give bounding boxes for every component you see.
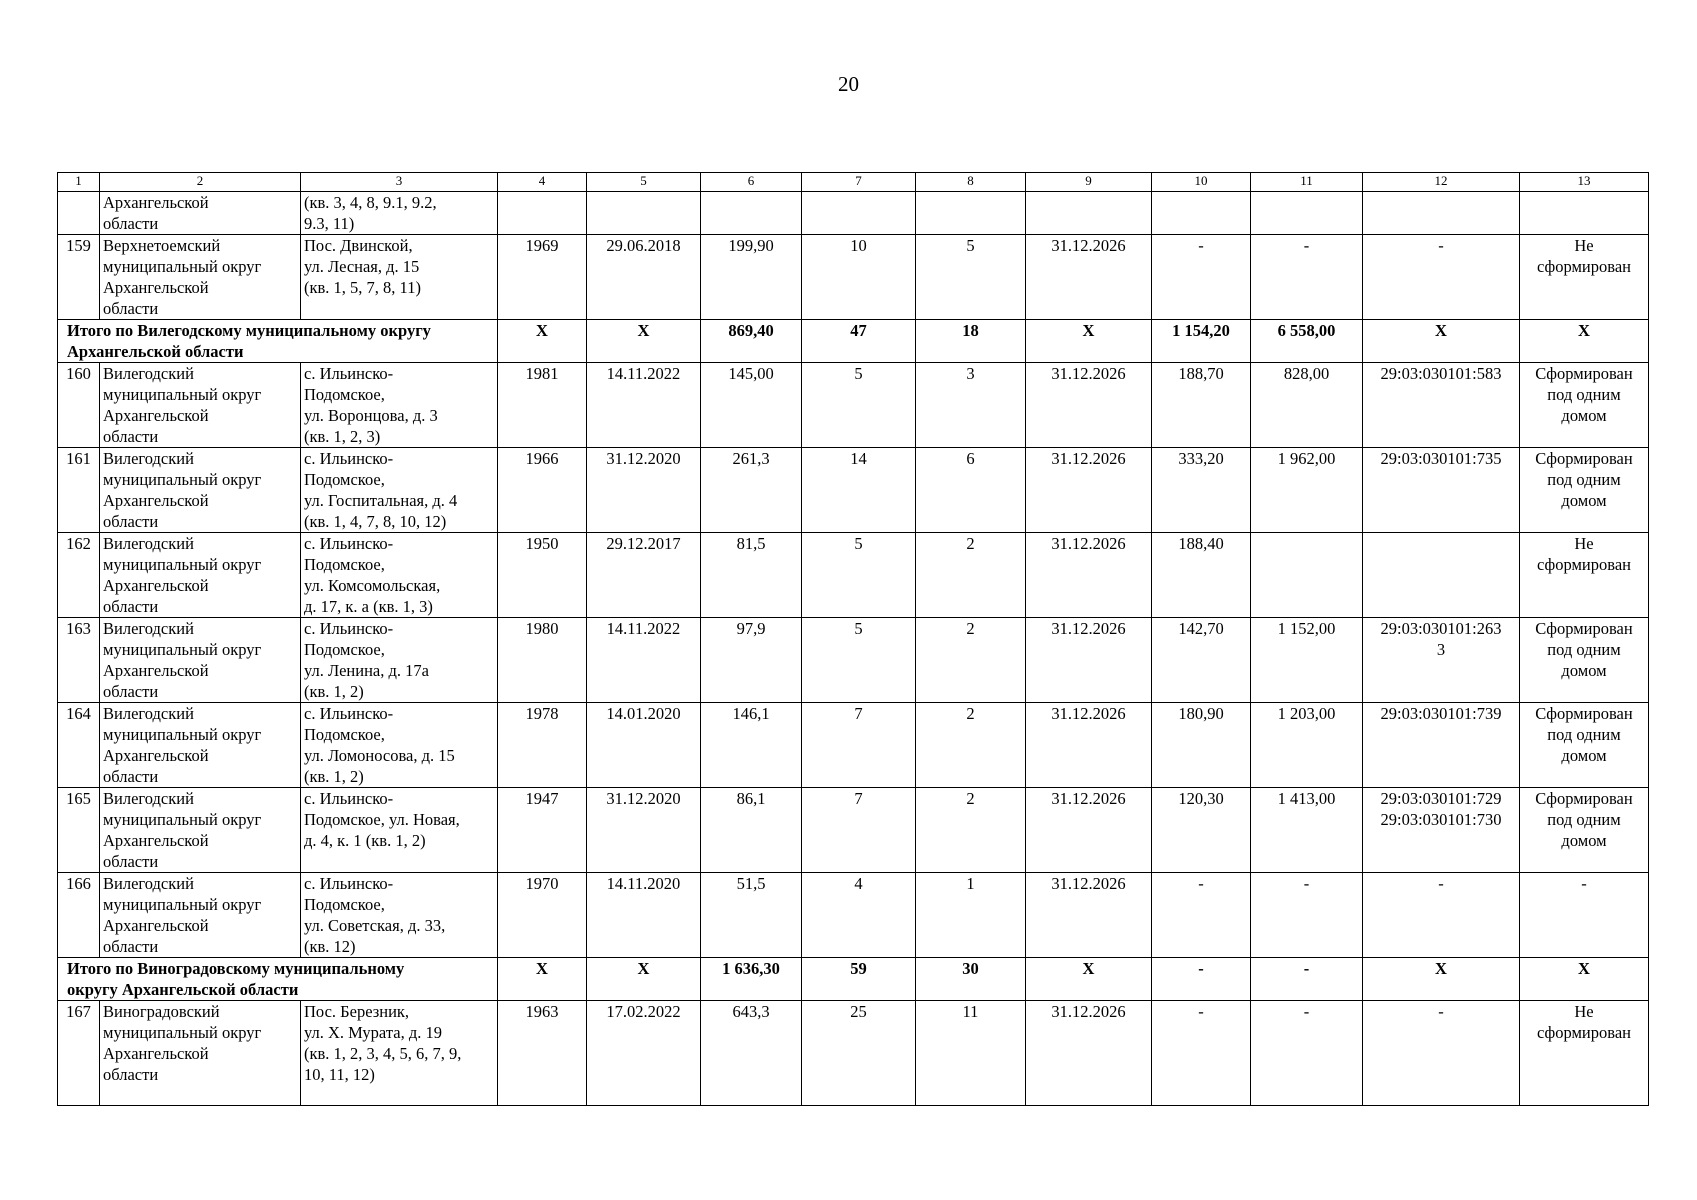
table-cell: -: [1363, 1001, 1520, 1106]
table-cell: 1969: [498, 235, 587, 320]
table-cell: 333,20: [1152, 448, 1251, 533]
table-cell: [498, 192, 587, 235]
table-cell: 1 152,00: [1251, 618, 1363, 703]
table-cell: 31.12.2026: [1026, 618, 1152, 703]
address-cell: (кв. 3, 4, 8, 9.1, 9.2, 9.3, 11): [301, 192, 498, 235]
table-cell: 120,30: [1152, 788, 1251, 873]
table-cell: 188,40: [1152, 533, 1251, 618]
municipality-cell: Вилегодский муниципальный округ Архангельской области: [100, 788, 301, 873]
table-cell: 14.11.2022: [587, 363, 701, 448]
subtotal-row: [58, 958, 1649, 1001]
table-row: [58, 533, 1649, 618]
table-cell: 51,5: [701, 873, 802, 958]
address-cell: с. Ильинско- Подомское, ул. Ленина, д. 17а (кв. 1, 2): [301, 618, 498, 703]
table-cell: 199,90: [701, 235, 802, 320]
row-number: 160: [58, 363, 100, 448]
table-cell: Не сформирован: [1520, 235, 1649, 320]
address-cell: с. Ильинско- Подомское, ул. Госпитальная, д. 4 (кв. 1, 4, 7, 8, 10, 12): [301, 448, 498, 533]
table-cell: 31.12.2026: [1026, 788, 1152, 873]
table-cell: 7: [802, 788, 916, 873]
table-cell: 31.12.2026: [1026, 533, 1152, 618]
table-cell: 3: [916, 363, 1026, 448]
table-cell: -: [1251, 873, 1363, 958]
table-cell: 1966: [498, 448, 587, 533]
column-number-cell: 13: [1520, 173, 1649, 192]
table-cell: -: [1152, 235, 1251, 320]
table-cell: 81,5: [701, 533, 802, 618]
table-cell: -: [1152, 958, 1251, 1001]
table-cell: 1980: [498, 618, 587, 703]
table-cell: 29:03:030101:735: [1363, 448, 1520, 533]
address-cell: с. Ильинско- Подомское, ул. Воронцова, д. 3 (кв. 1, 2, 3): [301, 363, 498, 448]
column-number-cell: 10: [1152, 173, 1251, 192]
table-cell: 869,40: [701, 320, 802, 363]
table-cell: 29:03:030101:729 29:03:030101:730: [1363, 788, 1520, 873]
table-row: [58, 363, 1649, 448]
municipality-cell: Вилегодский муниципальный округ Архангельской области: [100, 618, 301, 703]
table-cell: 5: [802, 618, 916, 703]
column-number-cell: 11: [1251, 173, 1363, 192]
table-cell: -: [1251, 235, 1363, 320]
table-cell: 1963: [498, 1001, 587, 1106]
table-cell: 146,1: [701, 703, 802, 788]
table-cell: 828,00: [1251, 363, 1363, 448]
column-number-cell: 4: [498, 173, 587, 192]
table-cell: 31.12.2020: [587, 448, 701, 533]
municipality-cell: Вилегодский муниципальный округ Архангельской области: [100, 873, 301, 958]
table-cell: [916, 192, 1026, 235]
table-cell: Х: [498, 958, 587, 1001]
municipality-cell: Архангельской области: [100, 192, 301, 235]
address-cell: с. Ильинско- Подомское, ул. Ломоносова, д. 15 (кв. 1, 2): [301, 703, 498, 788]
table-cell: 180,90: [1152, 703, 1251, 788]
table-cell: Сформирован под одним домом: [1520, 703, 1649, 788]
table-cell: 29:03:030101:263 3: [1363, 618, 1520, 703]
table-cell: 1947: [498, 788, 587, 873]
table-cell: 2: [916, 618, 1026, 703]
table-cell: 142,70: [1152, 618, 1251, 703]
table-cell: 5: [802, 363, 916, 448]
table-cell: Сформирован под одним домом: [1520, 363, 1649, 448]
column-number-cell: 12: [1363, 173, 1520, 192]
table-cell: 1 962,00: [1251, 448, 1363, 533]
row-number: 165: [58, 788, 100, 873]
table-cell: 17.02.2022: [587, 1001, 701, 1106]
address-cell: Пос. Березник, ул. Х. Мурата, д. 19 (кв. 1, 2, 3, 4, 5, 6, 7, 9, 10, 11, 12): [301, 1001, 498, 1106]
table-cell: 261,3: [701, 448, 802, 533]
table-cell: 29:03:030101:739: [1363, 703, 1520, 788]
row-number: 167: [58, 1001, 100, 1106]
table-cell: Х: [1026, 958, 1152, 1001]
row-number: 161: [58, 448, 100, 533]
address-cell: с. Ильинско- Подомское, ул. Новая, д. 4, к. 1 (кв. 1, 2): [301, 788, 498, 873]
table-cell: 31.12.2026: [1026, 448, 1152, 533]
table-cell: 18: [916, 320, 1026, 363]
table-cell: 31.12.2020: [587, 788, 701, 873]
column-number-cell: 6: [701, 173, 802, 192]
table-cell: 14.11.2022: [587, 618, 701, 703]
table-cell: 14.11.2020: [587, 873, 701, 958]
column-number-cell: 3: [301, 173, 498, 192]
column-number-cell: 7: [802, 173, 916, 192]
table-body: [58, 173, 1649, 1106]
row-number: 159: [58, 235, 100, 320]
subtotal-label: Итого по Вилегодскому муниципальному округу Архангельской области: [58, 320, 498, 363]
table-row: [58, 703, 1649, 788]
table-cell: 14.01.2020: [587, 703, 701, 788]
table-cell: [1152, 192, 1251, 235]
table-cell: -: [1363, 235, 1520, 320]
table-cell: Х: [587, 320, 701, 363]
table-cell: 25: [802, 1001, 916, 1106]
table-cell: -: [1251, 958, 1363, 1001]
page-number: 20: [838, 72, 859, 96]
table-cell: [1026, 192, 1152, 235]
table-cell: 1 154,20: [1152, 320, 1251, 363]
municipality-cell: Верхнетоемский муниципальный округ Архангельской области: [100, 235, 301, 320]
table-cell: Не сформирован: [1520, 533, 1649, 618]
table-row: [58, 788, 1649, 873]
table-row: [58, 1001, 1649, 1106]
table-cell: 31.12.2026: [1026, 1001, 1152, 1106]
table-cell: Х: [1363, 958, 1520, 1001]
table-row: [58, 873, 1649, 958]
table-cell: 29:03:030101:583: [1363, 363, 1520, 448]
table-cell: [802, 192, 916, 235]
table-cell: Х: [1363, 320, 1520, 363]
subtotal-row: [58, 320, 1649, 363]
table-cell: 1 413,00: [1251, 788, 1363, 873]
row-number: [58, 192, 100, 235]
table-cell: 643,3: [701, 1001, 802, 1106]
table-row: [58, 618, 1649, 703]
table-cell: 59: [802, 958, 916, 1001]
municipality-cell: Вилегодский муниципальный округ Архангельской области: [100, 533, 301, 618]
table-cell: Сформирован под одним домом: [1520, 448, 1649, 533]
municipality-cell: Вилегодский муниципальный округ Архангельской области: [100, 448, 301, 533]
table-cell: 7: [802, 703, 916, 788]
table-cell: 6 558,00: [1251, 320, 1363, 363]
table-cell: 1 203,00: [1251, 703, 1363, 788]
table-row: [58, 448, 1649, 533]
table-cell: Сформирован под одним домом: [1520, 618, 1649, 703]
table-cell: 11: [916, 1001, 1026, 1106]
table-cell: Х: [587, 958, 701, 1001]
table-cell: 10: [802, 235, 916, 320]
municipality-cell: Вилегодский муниципальный округ Архангельской области: [100, 703, 301, 788]
table-cell: Х: [498, 320, 587, 363]
table-cell: 1970: [498, 873, 587, 958]
table-cell: 47: [802, 320, 916, 363]
subtotal-label: Итого по Виноградовскому муниципальному округу Архангельской области: [58, 958, 498, 1001]
table-cell: 1981: [498, 363, 587, 448]
table-cell: 29.06.2018: [587, 235, 701, 320]
table-cell: 31.12.2026: [1026, 363, 1152, 448]
housing-registry-table: [57, 172, 1649, 1106]
table-cell: 86,1: [701, 788, 802, 873]
table-cell: 31.12.2026: [1026, 235, 1152, 320]
table-cell: [1520, 192, 1649, 235]
address-cell: с. Ильинско- Подомское, ул. Советская, д. 33, (кв. 12): [301, 873, 498, 958]
column-number-cell: 2: [100, 173, 301, 192]
table-cell: Х: [1520, 320, 1649, 363]
table-cell: Сформирован под одним домом: [1520, 788, 1649, 873]
column-number-cell: 9: [1026, 173, 1152, 192]
table-cell: [587, 192, 701, 235]
row-number: 164: [58, 703, 100, 788]
table-row: [58, 192, 1649, 235]
table-cell: 29.12.2017: [587, 533, 701, 618]
table-cell: Х: [1520, 958, 1649, 1001]
table-cell: 31.12.2026: [1026, 703, 1152, 788]
table-cell: 31.12.2026: [1026, 873, 1152, 958]
row-number: 162: [58, 533, 100, 618]
table-cell: 2: [916, 533, 1026, 618]
table-cell: 5: [916, 235, 1026, 320]
table-cell: 1950: [498, 533, 587, 618]
column-number-cell: 1: [58, 173, 100, 192]
table-row: [58, 235, 1649, 320]
table-cell: [1251, 192, 1363, 235]
table-cell: 1: [916, 873, 1026, 958]
table-cell: 97,9: [701, 618, 802, 703]
table-cell: 1 636,30: [701, 958, 802, 1001]
table-cell: -: [1251, 1001, 1363, 1106]
municipality-cell: Виноградовский муниципальный округ Архангельской области: [100, 1001, 301, 1106]
table-cell: 1978: [498, 703, 587, 788]
table-cell: 6: [916, 448, 1026, 533]
table-cell: 2: [916, 703, 1026, 788]
address-cell: Пос. Двинской, ул. Лесная, д. 15 (кв. 1, 5, 7, 8, 11): [301, 235, 498, 320]
table-cell: 5: [802, 533, 916, 618]
row-number: 163: [58, 618, 100, 703]
table-cell: [1251, 533, 1363, 618]
address-cell: с. Ильинско- Подомское, ул. Комсомольская, д. 17, к. а (кв. 1, 3): [301, 533, 498, 618]
table-cell: 145,00: [701, 363, 802, 448]
table-cell: Х: [1026, 320, 1152, 363]
table-cell: 188,70: [1152, 363, 1251, 448]
row-number: 166: [58, 873, 100, 958]
table-cell: 4: [802, 873, 916, 958]
table-cell: [1363, 192, 1520, 235]
column-number-cell: 8: [916, 173, 1026, 192]
column-number-cell: 5: [587, 173, 701, 192]
table-cell: -: [1363, 873, 1520, 958]
municipality-cell: Вилегодский муниципальный округ Архангельской области: [100, 363, 301, 448]
table-cell: 30: [916, 958, 1026, 1001]
table-cell: 2: [916, 788, 1026, 873]
table-cell: -: [1152, 873, 1251, 958]
table-cell: -: [1520, 873, 1649, 958]
table-cell: [1363, 533, 1520, 618]
table-cell: -: [1152, 1001, 1251, 1106]
column-number-row: [58, 173, 1649, 192]
table-cell: Не сформирован: [1520, 1001, 1649, 1106]
table-cell: 14: [802, 448, 916, 533]
table-cell: [701, 192, 802, 235]
